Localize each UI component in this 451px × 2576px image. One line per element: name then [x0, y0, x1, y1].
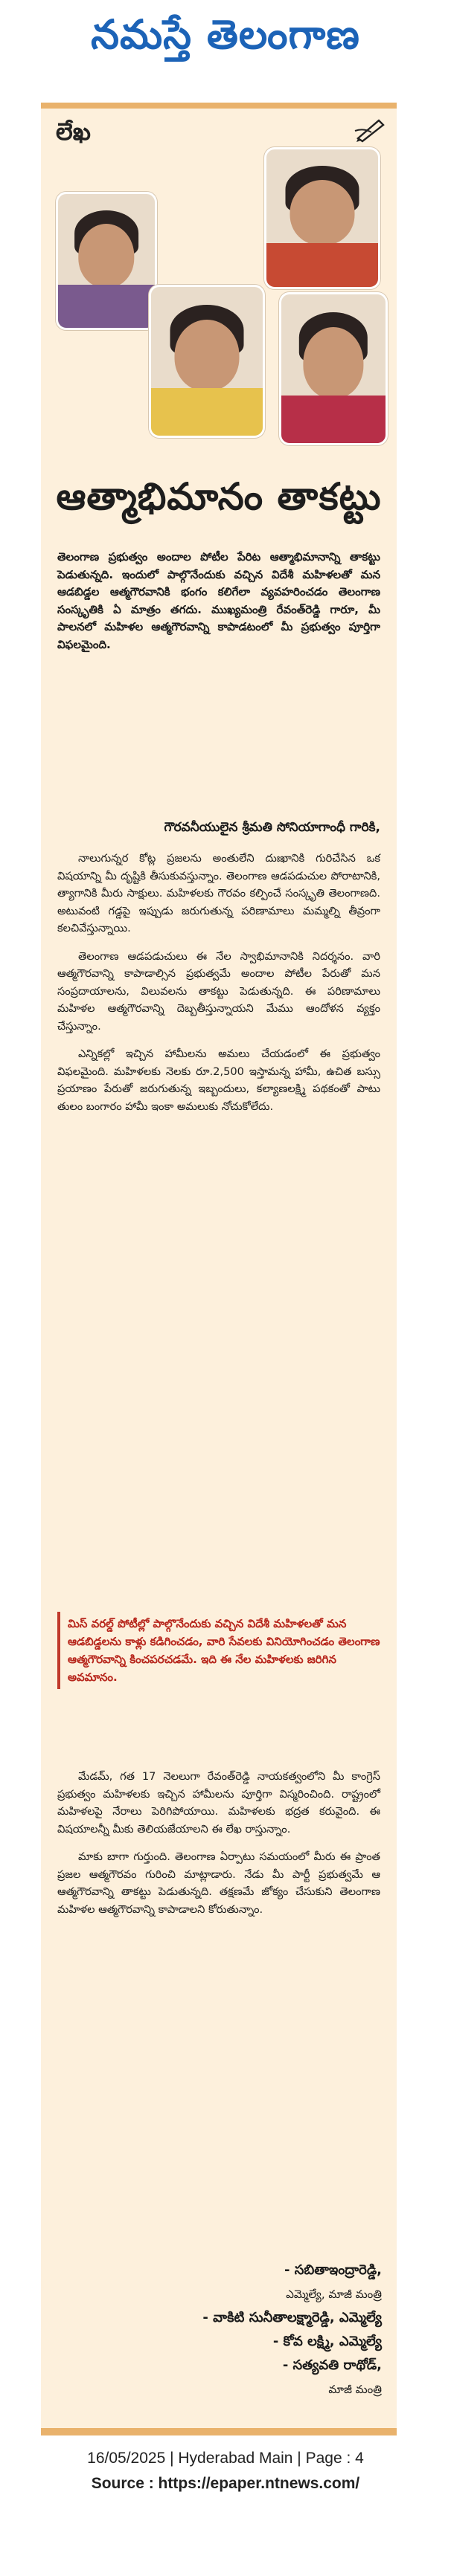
source-link[interactable]: Source : https://epaper.ntnews.com/ [91, 2475, 360, 2492]
bottom-border [41, 2428, 397, 2435]
signatory-name: - సబితాఇంద్రారెడ్డి, [284, 2262, 382, 2278]
top-border [41, 103, 397, 109]
lead-paragraph: తెలంగాణ ప్రభుత్వం అందాల పోటీల పేరిట ఆత్మాభిమానాన్ని తాకట్టు పెడుతున్నది. ఇందులో పాల్గొనేందుకు వచ్చిన విదేశీ మహిళలతో మన ఆడబిడ్డల ఆత్మగౌరవానికి భంగం కలిగేలా వ్యవహరించడం తెలంగాణ సంస్కృతికి ఏ మాత్రం తగదు. ముఖ్యమంత్రి రేవంత్‌రెడ్డి గారూ, మీ పాలనలో మహిళల ఆత్మగౌరవాన్ని కాపాడటంలో మీ ప్రభుత్వం పూర్తిగా విఫలమైంది. [57, 550, 380, 651]
page-footer [0, 2446, 451, 2496]
pull-quote: మిస్ వరల్డ్ పోటీల్లో పాల్గొనేందుకు వచ్చిన విదేశీ మహిళలతో మన ఆడబిడ్డలను కాళ్లు కడిగించడం, వారి సేవలకు వినియోగించడం తెలంగాణ ఆత్మగౌరవాన్ని కించపరచడమే. ఇది ఈ నేల మహిళలకు జరిగిన అవమానం. [57, 1612, 380, 1689]
portrait-photo [279, 292, 388, 445]
body-section-2 [57, 1768, 380, 1928]
signatory-name: - వాకిటి సునీతాలక్ష్మారెడ్డి, ఎమ్మెల్యే [202, 2310, 382, 2325]
section-label: లేఖ [56, 117, 91, 146]
salutation: గౌరవనీయులైన శ్రీమతి సోనియాగాంధీ గారికి, [164, 820, 380, 835]
body-paragraph: తెలంగాణ ఆడపడుచులు ఈ నేల స్వాభిమానానికి నిదర్శనం. వారి ఆత్మగౌరవాన్ని కాపాడాల్సిన ప్రభుత్వమే అందాల పోటీల పేరుతో మన సంప్రదాయాలను, విలువలను తాకట్టు పెడుతున్నది. ఈ పరిణామాలు మహిళల ఆత్మగౌరవాన్ని దెబ్బతీస్తున్నాయని మేము ఆందోళన వ్యక్తం చేస్తున్నాం. [57, 949, 380, 1033]
signatory-role: మాజీ మంత్రి [328, 2383, 382, 2396]
body-paragraph: మాకు బాగా గుర్తుంది. తెలంగాణ ఏర్పాటు సమయంలో మీరు ఈ ప్రాంత ప్రజల ఆత్మగౌరవం గురించి మాట్లాడారు. నేడు మీ పార్టీ ప్రభుత్వమే ఆ ఆత్మగౌరవాన్ని తాకట్టు పెడుతున్నది. తక్షణమే జోక్యం చేసుకుని తెలంగాణ మహిళల ఆత్మగౌరవాన్ని కాపాడాలని కోరుతున్నాం. [57, 1850, 380, 1916]
signatory-role: ఎమ్మెల్యే, మాజీ మంత్రి [286, 2288, 382, 2301]
photo-collage [56, 147, 383, 467]
edition-info: 16/05/2025 | Hyderabad Main | Page : 4 [87, 2450, 364, 2467]
body-paragraph: మేడమ్, గత 17 నెలలుగా రేవంత్‌రెడ్డి నాయకత్వంలోని మీ కాంగ్రెస్ ప్రభుత్వం మహిళలకు ఇచ్చిన హామీలను పూర్తిగా విస్మరించింది. రాష్ట్రంలో మహిళలపై నేరాలు పెరిగిపోయాయి. మహిళలకు భద్రత కరువైంది. ఈ విషయాలన్నీ మీకు తెలియజేయాలని ఈ లేఖ రాస్తున్నాం. [57, 1770, 380, 1836]
body-paragraph: ఎన్నికల్లో ఇచ్చిన హామీలను అమలు చేయడంలో ఈ ప్రభుత్వం విఫలమైంది. మహిళలకు నెలకు రూ.2,500 ఇస్తామన్న హామీ, ఉచిత బస్సు ప్రయాణం పేరుతో జరుగుతున్న ఇబ్బందులు, కల్యాణలక్ష్మి పథకంతో పాటు తులం బంగారం హామీ ఇంకా అమలుకు నోచుకోలేదు. [57, 1047, 380, 1113]
masthead [0, 7, 451, 61]
body-section-1 [57, 850, 380, 1126]
portrait-photo [149, 285, 265, 438]
signatory-name: - కోవ లక్ష్మి, ఎమ్మెల్యే [272, 2334, 382, 2349]
signatories-block [202, 2259, 382, 2401]
body-paragraph: నాలుగున్నర కోట్ల ప్రజలను అంతులేని దుఃఖానికి గురిచేసిన ఒక విషయాన్ని మీ దృష్టికి తీసుకువస్తున్నాం. తెలంగాణ ఆడపడుచుల పోరాటానికి, త్యాగానికి మీరు సాక్షులు. మహిళలకు గౌరవం కల్పించే సంస్కృతి తెలంగాణది. అటువంటి గడ్డపై ఇప్పుడు జరుగుతున్న పరిణామాలు మమ్మల్ని తీవ్రంగా కలచివేస్తున్నాయి. [57, 852, 380, 934]
article-headline: ఆత్మాభిమానం తాకట్టు [56, 474, 382, 518]
pen-icon [354, 116, 391, 143]
signatory-name: - సత్యవతి రాథోడ్, [282, 2357, 382, 2373]
portrait-photo [264, 147, 380, 289]
portrait-photo [56, 192, 157, 330]
article-card [41, 103, 397, 2435]
newspaper-title: నమస్తే తెలంగాణ [91, 10, 360, 58]
